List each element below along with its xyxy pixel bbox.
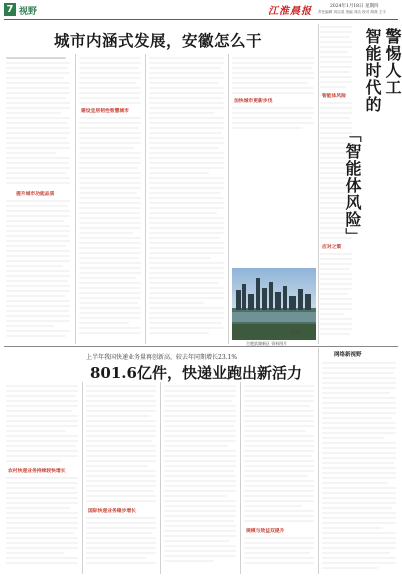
article-column [6,55,72,345]
column-divider [228,54,229,344]
subhead: 规模与效益双提升 [246,528,285,534]
masthead-rule [4,19,398,20]
side-article-title [343,28,402,263]
masthead-logo: 江淮晨报 [268,6,312,17]
column-divider [160,382,161,574]
article-column [164,383,238,573]
skyline-illustration [232,268,316,340]
column-divider [82,382,83,574]
subhead: 国际快递业务稳步增长 [88,508,136,514]
masthead [0,0,402,20]
article-column [322,360,398,574]
editor-line: 责任编辑 刘洁清 美编 刘洁 校对 胡燕 王宇 [318,10,386,14]
side-title-part: 智能时代的 [363,28,382,113]
article-column [232,55,316,135]
article-column [86,383,158,573]
column-divider [318,24,319,344]
sidebar-box-title: 网络新视野 [334,352,362,358]
column-divider [240,382,241,574]
subhead: 智能体风险 [322,93,346,99]
column-divider [75,54,76,344]
section-label: 视野 [19,7,38,17]
date-line: 2024年1月18日 星期四 [330,4,379,9]
page-number-badge [4,3,16,16]
article-column [244,383,316,573]
photo-caption: 合肥滨湖新区 资料图片 [246,341,288,346]
subhead: 提升城市功能品质 [16,191,55,197]
page-number: 7 [6,4,14,15]
byline: 新华社 [290,330,302,335]
column-divider [318,348,319,574]
bottom-kicker: 上半年我国快递业务量再创新高，较去年同期增长23.1% [86,354,238,361]
section-divider [4,346,398,347]
subhead: 应对之策 [322,244,342,250]
article-column [149,55,226,345]
subhead: 加快城市更新步伐 [234,98,273,104]
side-title-part: 警惕人工 [383,28,402,96]
column-divider [145,54,146,344]
subhead: 农村快递业务持续较快增长 [8,468,66,474]
article-column [79,55,143,345]
top-article-title: 城市内涵式发展，安徽怎么干 [54,31,263,50]
bottom-title: 801.6亿件，快递业跑出新活力 [90,364,302,382]
side-title-part: 「智能体风险」 [343,126,362,245]
article-column [6,383,80,573]
city-skyline-photo [232,268,316,340]
subhead: 建设宜居韧性智慧城市 [81,108,129,114]
